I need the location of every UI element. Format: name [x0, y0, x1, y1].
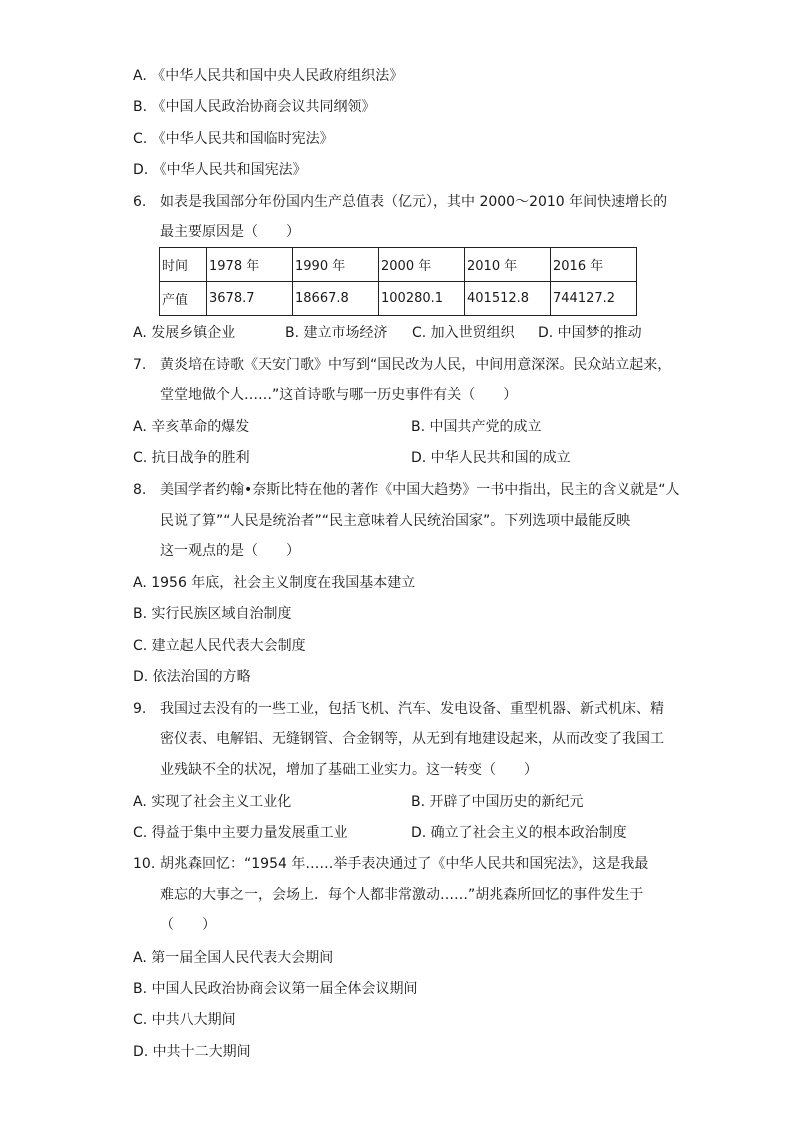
q7-option-d: D. 中华人民共和国的成立: [411, 450, 571, 466]
table-cell: 1978 年: [207, 248, 293, 282]
q8-option-b: B. 实行民族区域自治制度: [133, 606, 292, 622]
table-cell: 产值: [160, 282, 207, 316]
q7-option-b: B. 中国共产党的成立: [411, 419, 542, 435]
q5-option-a: A. 《中华人民共和国中央人民政府组织法》: [133, 68, 404, 84]
q6-number: 6.: [133, 194, 147, 210]
q6-text-line1: 如表是我国部分年份国内生产总值表（亿元），其中 2000～2010 年间快速增长的: [160, 194, 668, 210]
q9-text-line3: 业残缺不全的状况，增加了基础工业实力。这一转变（ ）: [160, 762, 538, 778]
q9-text-line2: 密仪表、电解铝、无缝钢管、合金钢等，从无到有地建设起来，从而改变了我国工: [160, 731, 664, 747]
q8-text-line1: 美国学者约翰•奈斯比特在他的著作《中国大趋势》一书中指出，民主的含义就是“人: [160, 482, 680, 498]
q9-option-d: D. 确立了社会主义的根本政治制度: [411, 825, 627, 841]
q6-option-d: D. 中国梦的推动: [538, 325, 642, 341]
q8-text-line2: 民说了算”“人民是统治者”“民主意味着人民统治国家”。下列选项中最能反映: [160, 513, 631, 529]
q5-option-c: C. 《中华人民共和国临时宪法》: [133, 131, 334, 147]
table-cell: 1990 年: [293, 248, 379, 282]
q6-option-c: C. 加入世贸组织: [412, 325, 515, 341]
q7-option-c: C. 抗日战争的胜利: [133, 450, 250, 466]
q7-text-line2: 堂堂地做个人……”这首诗歌与哪一历史事件有关（ ）: [160, 387, 518, 403]
q9-option-a: A. 实现了社会主义工业化: [133, 794, 292, 810]
q10-option-b: B. 中国人民政治协商会议第一届全体会议期间: [133, 981, 418, 997]
q7-option-a: A. 辛亥革命的爆发: [133, 419, 250, 435]
q9-text-line1: 我国过去没有的一些工业，包括飞机、汽车、发电设备、重型机器、新式机床、精: [160, 701, 664, 717]
q8-option-d: D. 依法治国的方略: [133, 669, 251, 685]
q6-option-a: A. 发展乡镇企业: [133, 325, 236, 341]
q8-text-line3: 这一观点的是（ ）: [160, 543, 300, 559]
table-cell: 3678.7: [207, 282, 293, 316]
q5-option-b: B. 《中国人民政治协商会议共同纲领》: [133, 99, 376, 115]
table-cell: 100280.1: [379, 282, 465, 316]
q9-option-c: C. 得益于集中主要力量发展重工业: [133, 825, 348, 841]
table-cell: 时间: [160, 248, 207, 282]
q10-text-line2: 难忘的大事之一，会场上．每个人都非常激动……”胡兆森所回忆的事件发生于: [160, 887, 644, 903]
table-cell: 744127.2: [551, 282, 637, 316]
q9-option-b: B. 开辟了中国历史的新纪元: [411, 794, 584, 810]
q10-text-line3: （ ）: [160, 917, 216, 933]
gdp-table-header-row: [160, 248, 637, 282]
q10-option-a: A. 第一届全国人民代表大会期间: [133, 950, 334, 966]
q8-option-a: A. 1956 年底，社会主义制度在我国基本建立: [133, 575, 416, 591]
q6-option-b: B. 建立市场经济: [285, 325, 388, 341]
table-cell: 2010 年: [465, 248, 551, 282]
q10-number: 10.: [133, 856, 156, 872]
table-cell: 2016 年: [551, 248, 637, 282]
q6-text-line2: 最主要原因是（ ）: [160, 224, 300, 240]
q10-option-d: D. 中共十二大期间: [133, 1044, 251, 1060]
q7-text-line1: 黄炎培在诗歌《天安门歌》中写到“国民改为人民，中间用意深深。民众站立起来，: [160, 357, 672, 373]
q7-number: 7.: [133, 357, 147, 373]
table-cell: 2000 年: [379, 248, 465, 282]
gdp-table: [159, 247, 637, 316]
q10-option-c: C. 中共八大期间: [133, 1012, 236, 1028]
gdp-table-value-row: [160, 282, 637, 316]
q5-option-d: D. 《中华人民共和国宪法》: [133, 162, 307, 178]
q10-text-line1: 胡兆森回忆：“1954 年……举手表决通过了《中华人民共和国宪法》，这是我最: [160, 856, 649, 872]
q8-option-c: C. 建立起人民代表大会制度: [133, 638, 306, 654]
table-cell: 401512.8: [465, 282, 551, 316]
table-cell: 18667.8: [293, 282, 379, 316]
q8-number: 8.: [133, 482, 147, 498]
q9-number: 9.: [133, 701, 147, 717]
